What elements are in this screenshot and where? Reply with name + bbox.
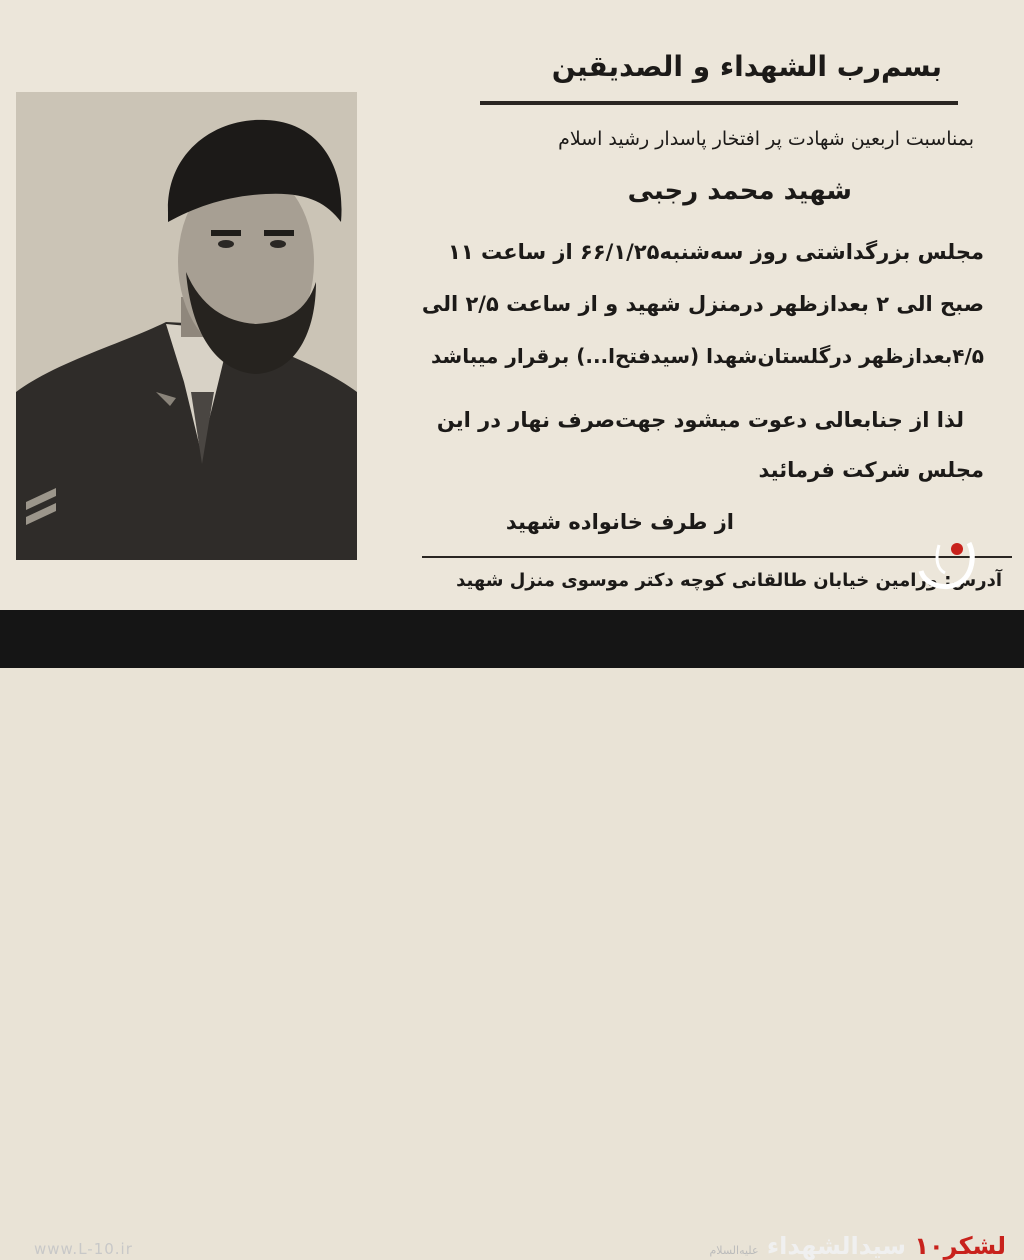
memorial-notice <box>0 0 1024 610</box>
notice-line-1: مجلس بزرگداشتی روز سه‌شنبه۶۶/۱/۲۵ از ساعت ۱۱ <box>448 240 984 264</box>
notice-line-2: صبح الی ۲ بعدازظهر درمنزل شهید و از ساعت ۲/۵ الی <box>421 292 984 316</box>
notice-heading: بسم‌رب الشهداء و الصدیقین <box>551 50 942 83</box>
martyr-name: شهید محمد رجبی <box>627 176 852 206</box>
l10-watermark-logo <box>915 535 981 599</box>
notice-line-4: لذا از جنابعالی دعوت میشود جهت‌صرف نهار در این <box>436 408 964 432</box>
heading-underline <box>480 101 958 105</box>
notice-line-5: مجلس شرکت فرمائید <box>758 458 984 482</box>
notice-line-3: ۴/۵بعدازظهر درگلستان‌شهدا (سیدفتح‌ا...) برقرار میباشد <box>430 344 984 368</box>
martyr-portrait-photo <box>16 92 357 560</box>
address-line: آدرس: ورامین خیابان طالقانی کوچه دکتر موسوی منزل شهید <box>456 570 1002 591</box>
brand-text-red: لشکر۱۰ <box>914 1232 1006 1260</box>
brand-text-white: سیدالشهداء <box>766 1232 907 1260</box>
brand-text-small: علیه‌السلام <box>709 1244 759 1257</box>
brand-logo-text <box>710 1232 1007 1260</box>
family-signature: از طرف خانواده شهید <box>505 510 734 534</box>
site-url[interactable]: www.L-10.ir <box>34 1240 133 1258</box>
notice-intro: بمناسبت اربعین شهادت پر افتخار پاسدار رشید اسلام <box>558 128 974 150</box>
site-footer-bar <box>0 610 1024 1260</box>
